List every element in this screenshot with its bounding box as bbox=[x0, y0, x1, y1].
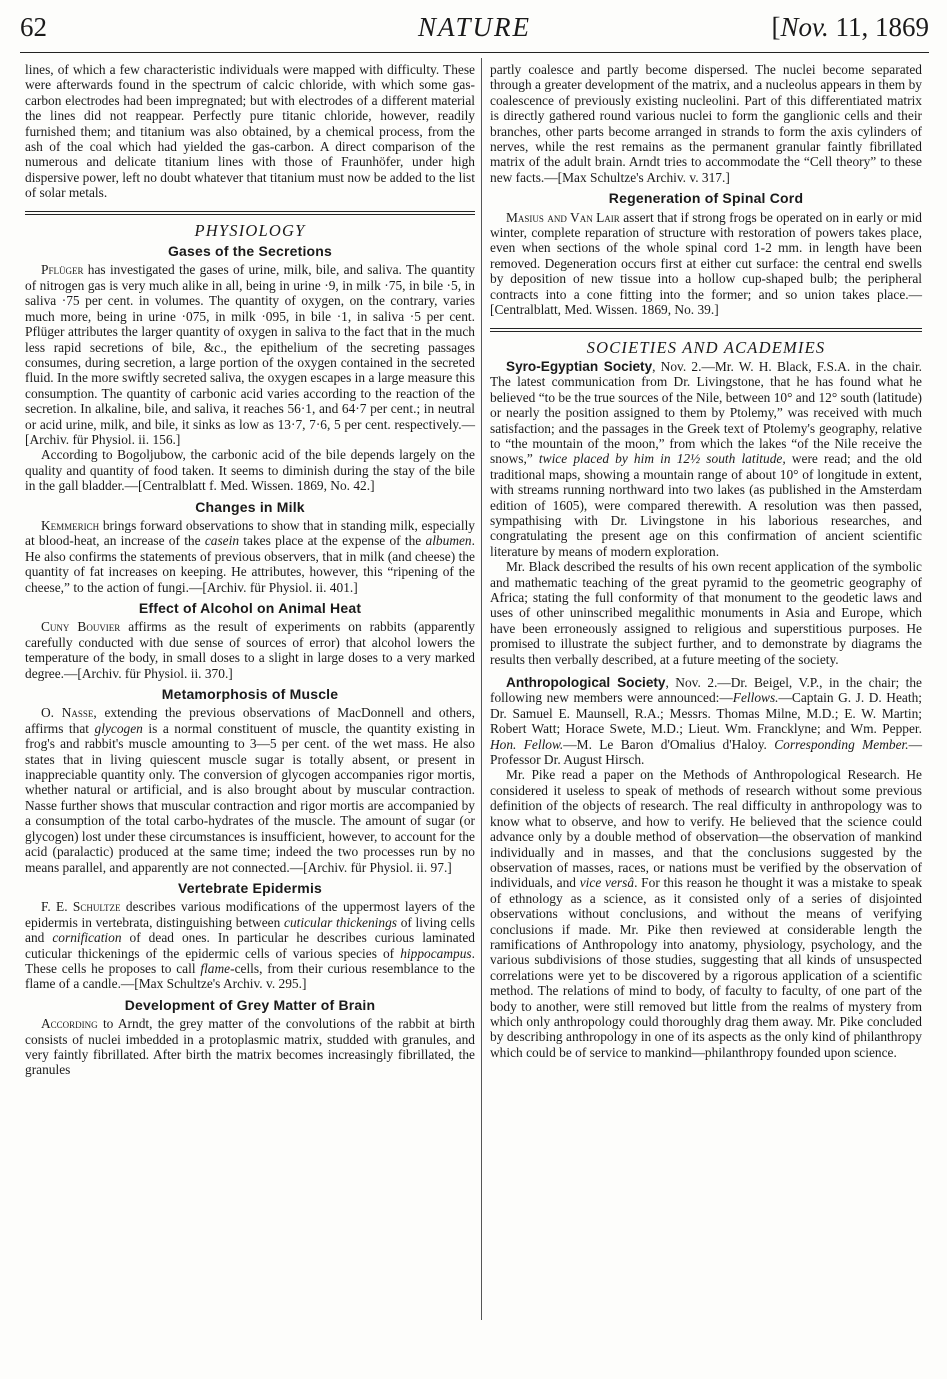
heading-grey-matter: Development of Grey Matter of Brain bbox=[124, 996, 376, 1013]
continued-paragraph: lines, of which a few characteristic individuals were mapped with difficulty. These were afterwards found in the spectrum of calcic chloride, with which some gas-carbon electrodes had been impregnated; but with electrodes of a different material the lines did not reappear. Perfectly pure titanic chloride, however, readily furnished them; and titanium was also obtained, by a chemical process, from the ash of the coal which had yielded the gas-carbon. A direct comparison of the numerous and delicate titanium lines with those of Fraunhöfer, under high dispersive power, left no doubt whatever that titanium must now be added to the list of solar metals. bbox=[25, 62, 475, 201]
report-anthropological bbox=[490, 675, 922, 767]
page-number: 62 bbox=[20, 12, 47, 42]
section-physiology: PHYSIOLOGY bbox=[194, 220, 306, 240]
italic-term: glycogen bbox=[94, 720, 143, 736]
report-syro-egyptian-2: Mr. Black described the results of his own recent application of the symbolic and mathematic teaching of the great pyramid to the geometric geography of Africa; stating the full conformity of that monument to the geodetic laws and uses of other uninscribed megalithic monuments in Asia and Europe, which have been erroneously assigned to religious and superstitious purposes. He promised to illustrate the subject further, and to demonstrate by diagrams the results then verbally described, at a future meeting of the society. bbox=[490, 559, 922, 667]
article-text: assert that if strong frogs be operated on in early or mid winter, complete reparation of structure with restoration of powers takes place, even when sections of the whole spinal cord 1-2 mm. in length have been removed. Degeneration occurs first at either cut surface: the central end swells by deposition of new tissue into a hollow cup-shaped bulb; the peripheral contracts into a cone fitting into the former; and so union takes place.—[Centralblatt, Med. Wissen. 1869, No. 39.] bbox=[490, 209, 922, 318]
article-gases bbox=[25, 262, 475, 447]
article-grey-matter bbox=[25, 1016, 475, 1078]
article-text: is a normal constituent of muscle, the quantity existing in frog's and rabbit's muscle amounting to 3—5 per cent. of the wet mass. He also states that in living quiescent muscle sugar is totally absent, or present in inappreciable quantity only. The conversion of glycogen accompanies rigor mortis, whether natural or artificial, and is also brought about by muscular contraction. Nasse further shows that muscular contraction and rigor mortis are accompanied by a consumption of the total carbo-hydrates of the muscle. The amount of sugar (or glycogen) lost under these circumstances is insufficient, however, to account for the acid (paralactic) produced at the same time; indeed the two processes run by no means parallel, and apparently are not connected.—[Archiv. für Physiol. ii. 97.] bbox=[25, 720, 475, 875]
author-lead: Kemmerich bbox=[41, 517, 100, 533]
author-lead: Cuny Bouvier bbox=[41, 619, 121, 635]
section-rule bbox=[490, 328, 922, 332]
section-societies: SOCIETIES AND ACADEMIES bbox=[586, 337, 826, 357]
author-lead: O. Nasse bbox=[41, 705, 94, 721]
italic-term: cuticular thickenings bbox=[284, 914, 398, 930]
article-text: -cells, from their curious resemblance to the flame of a candle.—[Max Schultze's Archiv. v. 295.] bbox=[25, 960, 475, 992]
header-rule bbox=[20, 52, 929, 53]
heading-muscle: Metamorphosis of Muscle bbox=[161, 686, 339, 703]
article-text: has investigated the gases of urine, milk, bile, and saliva. The quantity of nitrogen gas is very much alike in all, being in urine ·9, in milk ·75, in bile ·5, in saliva ·75 per cent. in volumes. The quantity of oxygen, on the contrary, varies much more, being in urine ·075, in milk ·095, in bile ·1, in saliva ·5 per cent. Pflüger attributes the larger quantity of oxygen in saliva to the fact that in the much less rapid secretions of bile, &c., the epithelium of the secreting passages consumes, during secretion, a large portion of the oxygen contained in the secreted fluid. In the more swiftly secreted saliva, the oxygen escapes in a large measure this consumption. The quantity of carbonic acid varies according to the reaction of the secretion. In alkaline, bile, and saliva, it reaches 56·1, and 64·7 per cent.; in neutral or acid urine, milk, and bile, it sinks as low as 13·7, 7·6, 5 per cent. respectively.—[Archiv. für Physiol. ii. 156.] bbox=[25, 262, 475, 447]
italic-term: hippocampus bbox=[400, 945, 472, 961]
heading-alcohol: Effect of Alcohol on Animal Heat bbox=[138, 600, 362, 616]
article-spinal-cord bbox=[490, 210, 922, 318]
author-lead: Masius and Van Lair bbox=[506, 209, 620, 225]
italic-phrase: vice versâ bbox=[579, 875, 635, 891]
report-text: —Captain G. J. D. Heath; Dr. Samuel E. Maunsell, R.A.; Messrs. Thomas Milne, M.D.; E. W. Martin; Robert Watt; Horace Swete, M.D.; Lieut. Wm. Francklyne; and Wm. Pepper. bbox=[490, 690, 922, 737]
journal-title: NATURE bbox=[418, 12, 531, 42]
article-text: brings forward observations to show that in standing milk, especially at blood-heat, an increase of the bbox=[25, 517, 475, 549]
article-text: takes place at the expense of the bbox=[239, 533, 426, 549]
article-text: . He also confirms the statements of previous observers, that in milk (and cheese) the quantity of fat increases on keeping. He attributes, however, this “ripening of the cheese,” to the action of fungi.—[Archiv. für Physiol. ii. 401.] bbox=[25, 533, 475, 595]
heading-spinal-cord: Regeneration of Spinal Cord bbox=[608, 190, 804, 207]
article-text: to Arndt, the grey matter of the convolutions of the rabbit at birth consists of nuclei imbedded in a protoplasmic matrix, studded with granules, and very faintly fibrillated. After birth the matrix becomes increasingly fibrillated, the granules bbox=[25, 1016, 475, 1078]
article-gases-2: According to Bogoljubow, the carbonic acid of the bile depends largely on the quality and quantity of food taken. It seems to diminish during the stay of the bile in the gall bladder.—[Centralblatt f. Med. Wissen. 1869, No. 42.] bbox=[25, 447, 475, 494]
italic-term: casein bbox=[204, 533, 240, 549]
report-syro-egyptian bbox=[490, 359, 922, 559]
report-text: . For this reason he thought it was a mistake to speak of ethnology as a science, as it consisted only of a series of disjointed observations without conclusions, and without the means of verifying conclusions if made. Mr. Pike then reviewed at considerable length the ramifications of Anthropology into anatomy, physiology, psychology, and the various subdivisions of those studies, suggesting that all kinds of unsuspected correlations were yet to be discovered by a rigorous application of a scientific method. The relations of mind to body, of faculty to faculty, of one part of the body to another, were still removed but little from the realms of mystery from which only anthropology could thoroughly drag them away. Mr. Pike concluded by describing anthropology in one of its aspects as the only kind of philanthropy which could be of service to mankind—philanthropy founded upon science. bbox=[490, 875, 923, 1060]
article-text: . These cells he proposes to call bbox=[25, 945, 475, 976]
report-text: were read; and the old traditional maps, showing a mountain range of about 10° of longitude in extent, with streams running northward into two lakes (as published in the Amsterdam edition of 1605), were compared therewith. A resolution was then passed, sympathising with Dr. Livingstone in his laborious researches, and congratulating the present age on this confirmation of ancient scientific literature by means of modern exploration. bbox=[490, 451, 922, 559]
date-rest: 11, 1869 bbox=[828, 12, 929, 42]
heading-milk: Changes in Milk bbox=[195, 498, 305, 515]
report-text: Mr. Pike read a paper on the Methods of Anthropological Research. He considered it useless to speak of methods of research without some previous definition of the objects of research. The real difficulty in anthropology was to know what to observe, and how to verify. He believed that the science could advance only by a double method of observation—the observation of mankind individually and in masses, and that the conclusions suggested by the observation of masses, races, or nations must be verified by the observation of individuals, and bbox=[490, 767, 922, 891]
italic-term: cornification bbox=[52, 930, 122, 946]
date-bracket: [ bbox=[771, 12, 781, 42]
report-text: , Nov. 2.—Mr. W. H. Black, F.S.A. in the chair. The latest communication from Dr. Livingstone, that he has found what he believed “to be the true sources of the Nile, between 10° and 12° south (latitude) or nearly the position assigned to them by Ptolemy,” was received with much satisfaction; and the passages in the Greek text of Ptolemy's geography, relative to “the mountain of the moon,” from which the lakes “of the Nile receive the snows,” bbox=[490, 358, 923, 467]
article-alcohol bbox=[25, 619, 475, 681]
italic-term: albumen bbox=[425, 533, 472, 549]
italic-label: Corresponding Member. bbox=[774, 736, 909, 752]
society-name: Anthropological Society bbox=[506, 675, 666, 691]
italic-label: Hon. Fellow. bbox=[490, 736, 564, 752]
author-lead: F. E. Schultze bbox=[41, 899, 121, 915]
heading-gases: Gases of the Secretions bbox=[167, 243, 333, 260]
article-muscle bbox=[25, 705, 475, 874]
article-epidermis bbox=[25, 899, 475, 991]
report-text: —Professor Dr. August Hirsch. bbox=[490, 736, 922, 768]
right-column bbox=[490, 62, 922, 1060]
article-text: describes various modifications of the uppermost layers of the epidermis in vertebrata, distinguishing between bbox=[25, 899, 475, 930]
italic-phrase: twice placed by him in 12½ south latitude, bbox=[538, 451, 786, 467]
italic-label: Fellows. bbox=[732, 690, 779, 706]
article-text: affirms as the result of experiments on rabbits (apparently carefully conducted with due sense of sources of error) that alcohol lowers the temperature of the body, in small doses to a slight in large doses to a very marked degree.—[Archiv. für Physiol. ii. 370.] bbox=[25, 619, 475, 681]
article-text: of living cells and bbox=[25, 914, 475, 946]
report-text: , Nov. 2.—Dr. Beigel, V.P., in the chair; the following new members were announced:— bbox=[490, 675, 923, 706]
section-rule bbox=[25, 211, 475, 215]
article-text: of dead ones. In particular he describes curious laminated cuticular thickenings of the epidermic cells of various species of bbox=[25, 930, 475, 961]
left-column bbox=[25, 62, 475, 1078]
italic-term: flame bbox=[200, 960, 231, 976]
report-text: —M. Le Baron d'Omalius d'Haloy. bbox=[563, 736, 775, 752]
author-lead: Pflüger bbox=[41, 262, 84, 278]
heading-epidermis: Vertebrate Epidermis bbox=[177, 879, 323, 896]
issue-date bbox=[772, 12, 930, 43]
date-month: Nov. bbox=[780, 12, 829, 42]
column-divider bbox=[481, 58, 482, 1320]
report-anthropological-2 bbox=[490, 767, 922, 1060]
article-text: , extending the previous observations of MacDonnell and others, affirms that bbox=[25, 705, 475, 736]
page-header bbox=[20, 10, 929, 50]
author-lead: According bbox=[41, 1016, 98, 1032]
article-milk bbox=[25, 518, 475, 595]
society-name: Syro-Egyptian Society bbox=[506, 358, 653, 374]
continued-paragraph: partly coalesce and partly become dispersed. The nuclei become separated through a greater development of the matrix, and a nucleolus appears in them by coalescence of previously existing nucleolini. Part of this differentiated matrix is directly gathered round various nuclei to form the ganglionic cells and their branches, other parts become arranged in strands to form the axis cylinders of nerves, while the rest remains as the permanent granular faintly fibrillated matrix of the adult brain. Arndt tries to accommodate the “Cell theory” to these new facts.—[Max Schultze's Archiv. v. 317.] bbox=[490, 62, 922, 185]
